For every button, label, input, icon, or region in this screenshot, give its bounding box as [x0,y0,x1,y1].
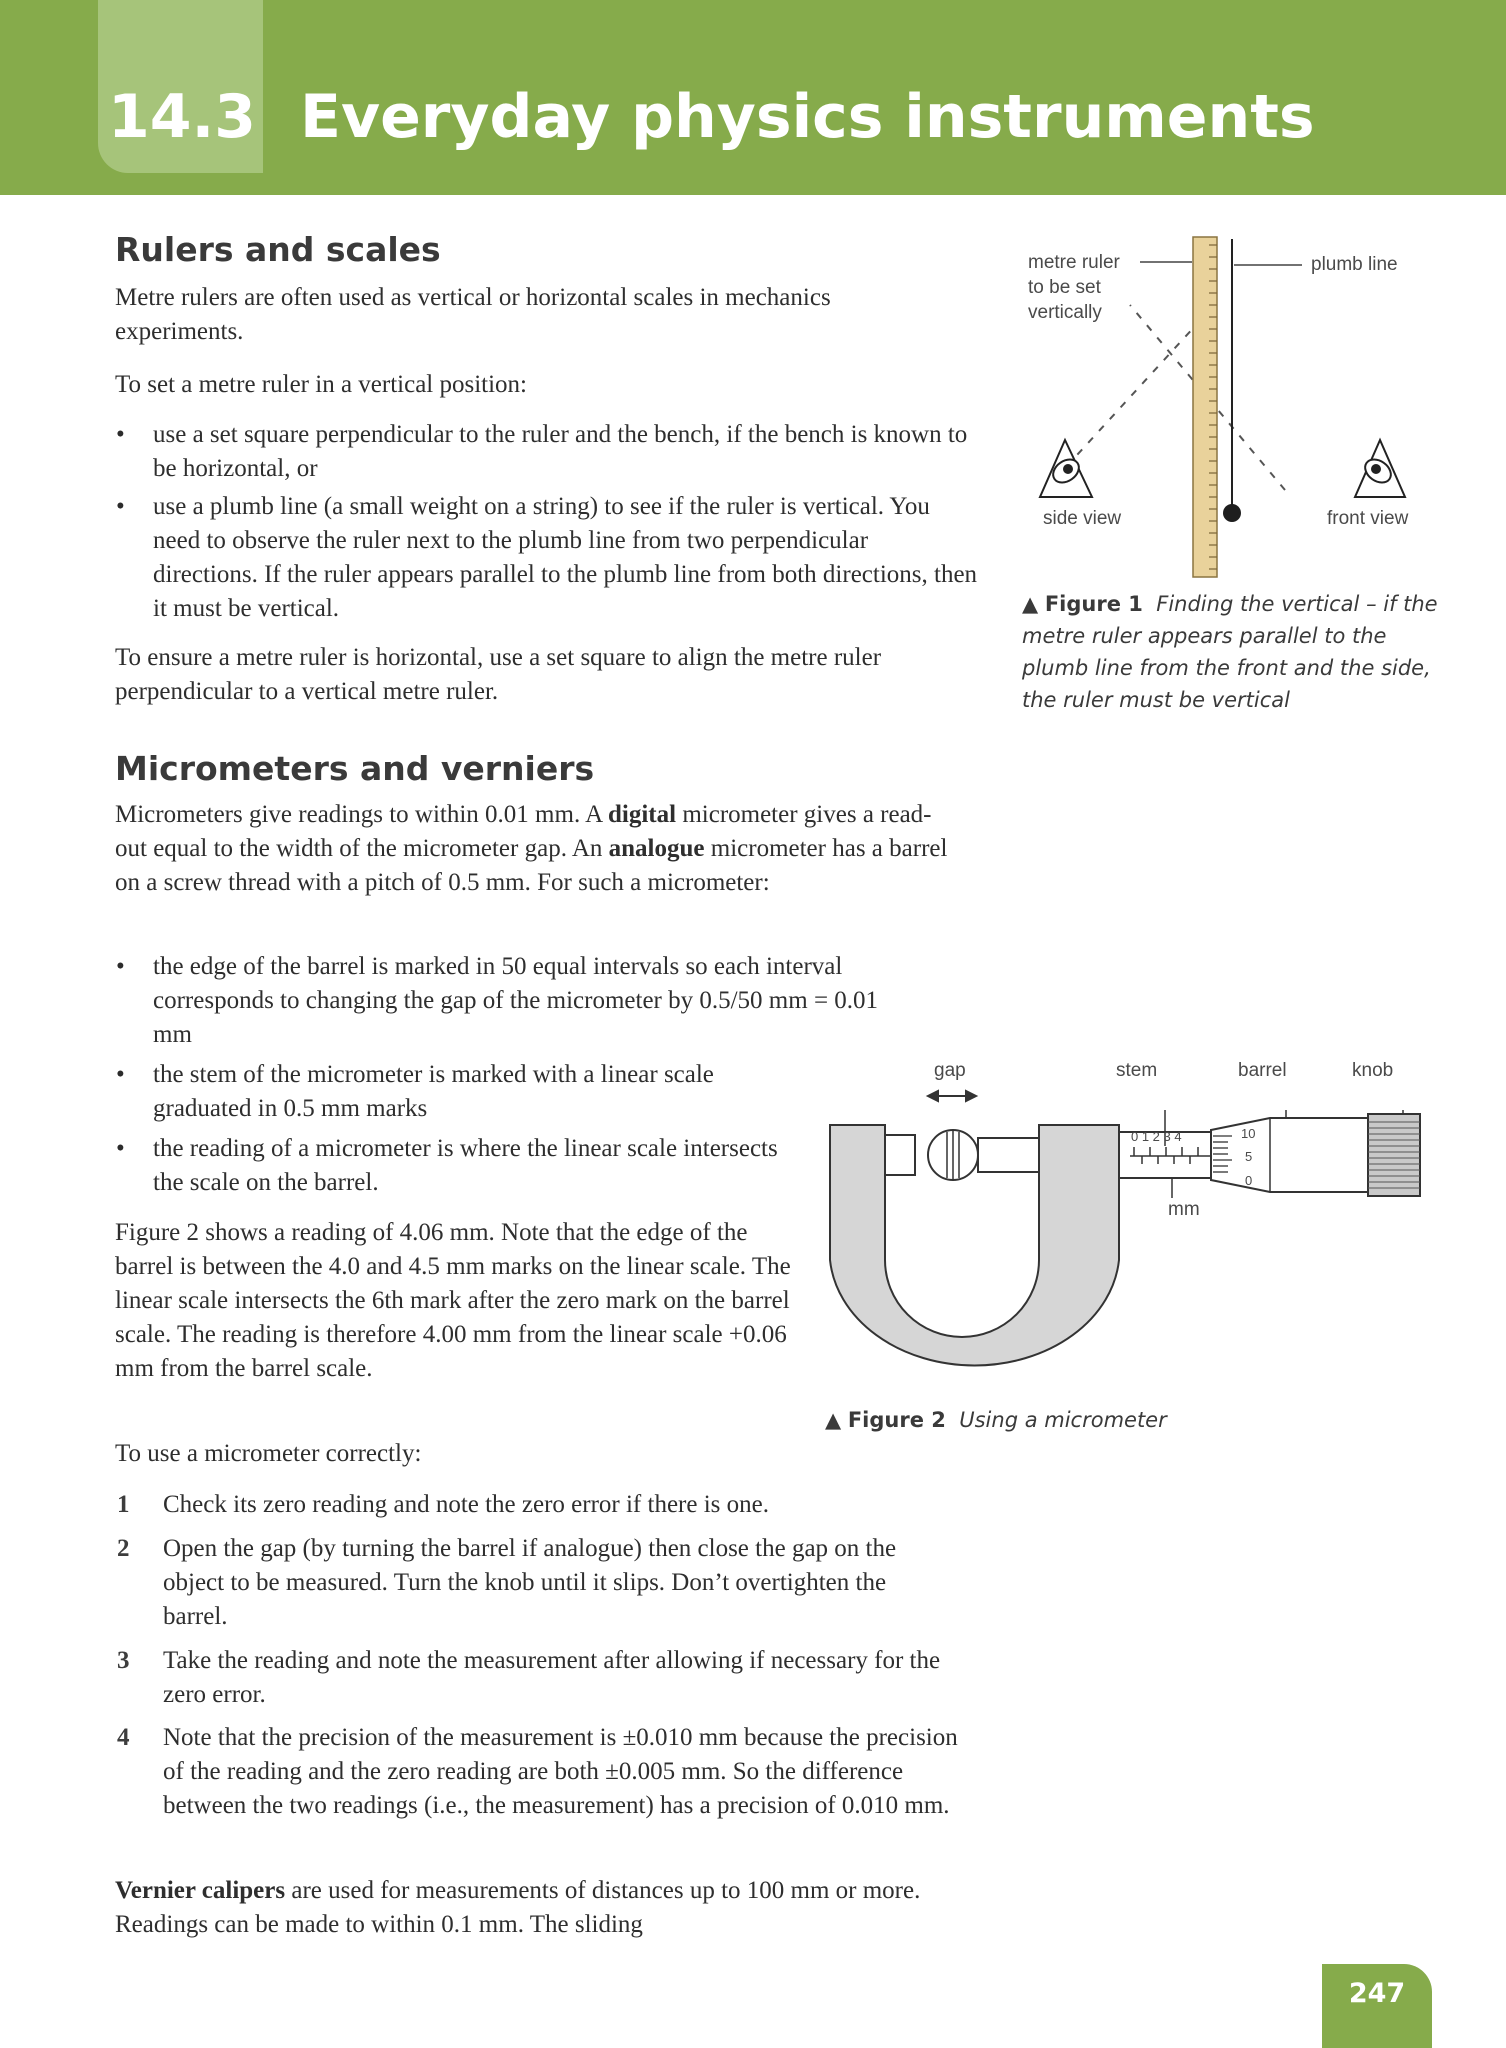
micrometer-bullet-1: the edge of the barrel is marked in 50 equal intervals so each interval corresponds to changing the gap of the micrometer by 0.5/50 mm = 0.01 mm [153,953,879,1048]
rulers-vertical-lead: To set a metre ruler in a vertical position: [115,371,527,398]
rulers-bullet-2: use a plumb line (a small weight on a string) to see if the ruler is vertical. You need to observe the ruler next to the plumb line from two perpendicular directions. If the ruler appears parallel to the plumb line from both directions, then it must be vertical. [153,493,978,622]
intro-text: Micrometers give readings to within 0.01 mm. A [115,801,608,828]
term-analogue: analogue [608,835,705,862]
barrel-scale-0: 0 [1245,1173,1253,1188]
term-digital: digital [608,801,677,828]
eye-icon [1040,440,1092,497]
fig1-label-plumb: plumb line [1311,254,1398,275]
step-number: 2 [117,1535,130,1562]
figure-1-caption: ▲ Figure 1 Finding the vertical – if the metre ruler appears parallel to the plumb line from the front and the side, the ruler must be vertical [1022,592,1438,712]
fig2-label-knob: knob [1352,1060,1394,1081]
page-number: 247 [1348,1978,1406,2009]
figure-2-caption-text: Using a micrometer [959,1408,1167,1432]
micrometer-bullet-3: the reading of a micrometer is where the linear scale intersects the scale on the barrel. [153,1135,778,1196]
fig1-label-side-view: side view [1043,508,1122,529]
barrel-scale-10: 10 [1241,1126,1256,1141]
micrometer-bullet-2: the stem of the micrometer is marked with a linear scale graduated in 0.5 mm marks [153,1061,714,1122]
section-title: Everyday physics instruments [300,82,1315,152]
fig1-label-ruler: to be set [1028,277,1101,298]
figure-2-description: Figure 2 shows a reading of 4.06 mm. Note that the edge of the barrel is between the 4.0 and 4.5 mm marks on the linear scale. The linear scale intersects the 6th mark after the zero mark on the barrel scale. The reading is therefore 4.00 mm from the linear scale +0.06 mm from the barrel scale. [115,1219,791,1382]
vernier-text: are used for measurements of distances up to 100 mm or more. Readings can be made to within 0.1 mm. The sliding [115,1877,921,1938]
bullet-dot: • [116,421,125,448]
term-vernier-calipers: Vernier calipers [115,1877,286,1904]
fig2-label-mm: mm [1168,1199,1200,1220]
step-2: Open the gap (by turning the barrel if analogue) then close the gap on the object to be measured. Turn the knob until it slips. Don’t overtighten the barrel. [163,1535,897,1630]
bullet-dot: • [116,1135,125,1162]
step-number: 4 [117,1724,130,1751]
fig1-label-ruler: metre ruler [1028,252,1120,273]
heading-micrometers: Micrometers and verniers [115,749,595,788]
fig2-label-barrel: barrel [1238,1060,1287,1081]
figure-2-caption: ▲ Figure 2 Using a micrometer [825,1408,1167,1432]
figure-1-label: Figure 1 [1044,592,1143,616]
linear-scale-numbers: 0 1 2 3 4 [1131,1129,1182,1144]
fig1-label-front-view: front view [1327,508,1409,529]
step-1: Check its zero reading and note the zero error if there is one. [163,1491,769,1518]
rulers-horizontal: To ensure a metre ruler is horizontal, use a set square to align the metre ruler perpendicular to a vertical metre ruler. [115,644,882,705]
intro-text: micrometer has a barrel on a screw thread with a pitch of 0.5 mm. For such a micrometer: [115,835,948,896]
heading-rulers: Rulers and scales [115,230,441,269]
micrometers-intro [115,798,955,900]
intro-text: micrometer gives a read-out equal to the width of the micrometer gap. An [115,801,932,862]
rulers-bullet-1: use a set square perpendicular to the ruler and the bench, if the bench is known to be horizontal, or [153,421,968,482]
step-number: 3 [117,1647,130,1674]
fig2-label-stem: stem [1116,1060,1158,1081]
figure-1-caption-text: Finding the vertical – if the metre ruler appears parallel to the plumb line from the front and the side, the ruler must be vertical [1022,592,1438,712]
double-arrow-icon [928,1091,976,1101]
bullet-dot: • [116,1061,125,1088]
micrometer-use-lead: To use a micrometer correctly: [115,1440,422,1467]
step-3: Take the reading and note the measurement after allowing if necessary for the zero error. [163,1647,941,1708]
barrel-scale-5: 5 [1245,1149,1253,1164]
step-4: Note that the precision of the measurement is ±0.010 mm because the precision of the reading and the zero reading are both ±0.005 mm. So the difference between the two readings (i.e., the measurement) has a precision of 0.010 mm. [163,1724,958,1819]
figure-2-label: Figure 2 [847,1408,946,1432]
figure-2-diagram [820,1080,1430,1390]
step-number: 1 [117,1491,130,1518]
eye-icon [1355,440,1405,497]
rulers-intro: Metre rulers are often used as vertical or horizontal scales in mechanics experiments. [115,284,831,345]
bullet-dot: • [116,953,125,980]
vernier-paragraph [115,1874,985,1942]
fig1-label-ruler: vertically [1028,302,1102,323]
bullet-dot: • [116,493,125,520]
fig2-label-gap: gap [934,1060,966,1081]
section-number: 14.3 [108,82,257,152]
